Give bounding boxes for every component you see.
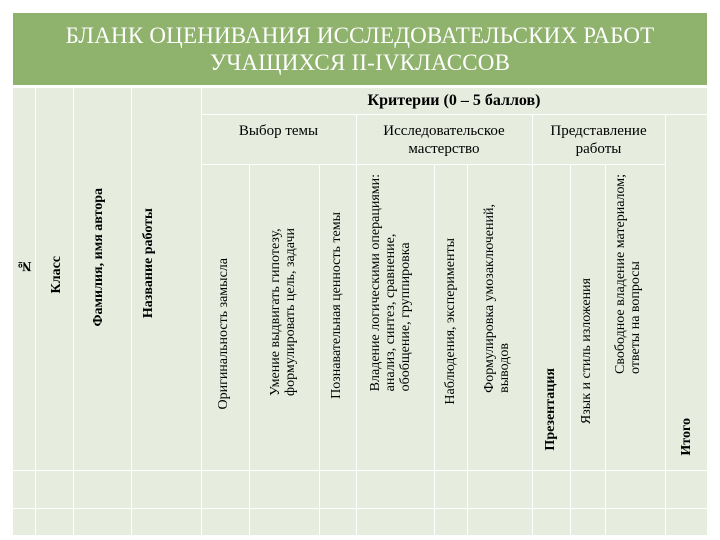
grid-line	[532, 114, 533, 535]
grid-line	[356, 114, 357, 535]
grid-line	[665, 114, 666, 535]
column-class: Класс	[49, 256, 64, 294]
grid-line	[201, 114, 707, 115]
grid-line	[13, 508, 707, 509]
grid-line	[434, 164, 435, 535]
grid-line	[570, 164, 571, 535]
column-presentation: Презентация	[543, 368, 558, 451]
column-conclusions: Формулировка умозаключений, выводов	[482, 204, 512, 393]
evaluation-table	[13, 88, 707, 535]
grid-line	[605, 164, 606, 535]
group-presentation: Представление работы	[550, 123, 647, 157]
grid-line	[13, 470, 707, 471]
column-total: Итого	[679, 418, 694, 456]
column-cognitive-value: Познавательная ценность темы	[329, 212, 344, 399]
title-bar	[13, 13, 707, 85]
column-language-style: Язык и стиль изложения	[579, 278, 594, 425]
grid-line	[249, 164, 250, 535]
group-topic-choice: Выбор темы	[238, 123, 319, 139]
grid-line	[201, 88, 202, 535]
column-originality: Оригинальность замысла	[216, 258, 231, 410]
criteria-header: Критерии (0 – 5 баллов)	[367, 92, 541, 109]
grid-line	[131, 88, 132, 535]
column-hypothesis: Умение выдвигать гипотезу, формулировать цель, задачи	[268, 228, 298, 396]
column-number: №	[17, 258, 32, 273]
column-work-title: Название работы	[141, 208, 156, 319]
group-research-skill: Исследовательское мастерство	[383, 123, 505, 157]
page-title: БЛАНК ОЦЕНИВАНИЯ ИССЛЕДОВАТЕЛЬСКИХ РАБОТ УЧАЩИХСЯ II-IVКЛАССОВ	[65, 23, 655, 75]
grid-line	[73, 88, 74, 535]
column-author-name: Фамилия, имя автора	[91, 188, 106, 327]
column-observations: Наблюдения, эксперименты	[443, 238, 458, 405]
grid-line	[467, 164, 468, 535]
grid-line	[35, 88, 36, 535]
column-material-mastery: Свободное владение материалом; ответы на вопросы	[613, 174, 643, 374]
grid-line	[201, 164, 665, 165]
grid-line	[319, 164, 320, 535]
column-logic-operations: Владение логическими операциями: анализ, синтез, сравнение, обобщение, группировка	[368, 174, 413, 392]
